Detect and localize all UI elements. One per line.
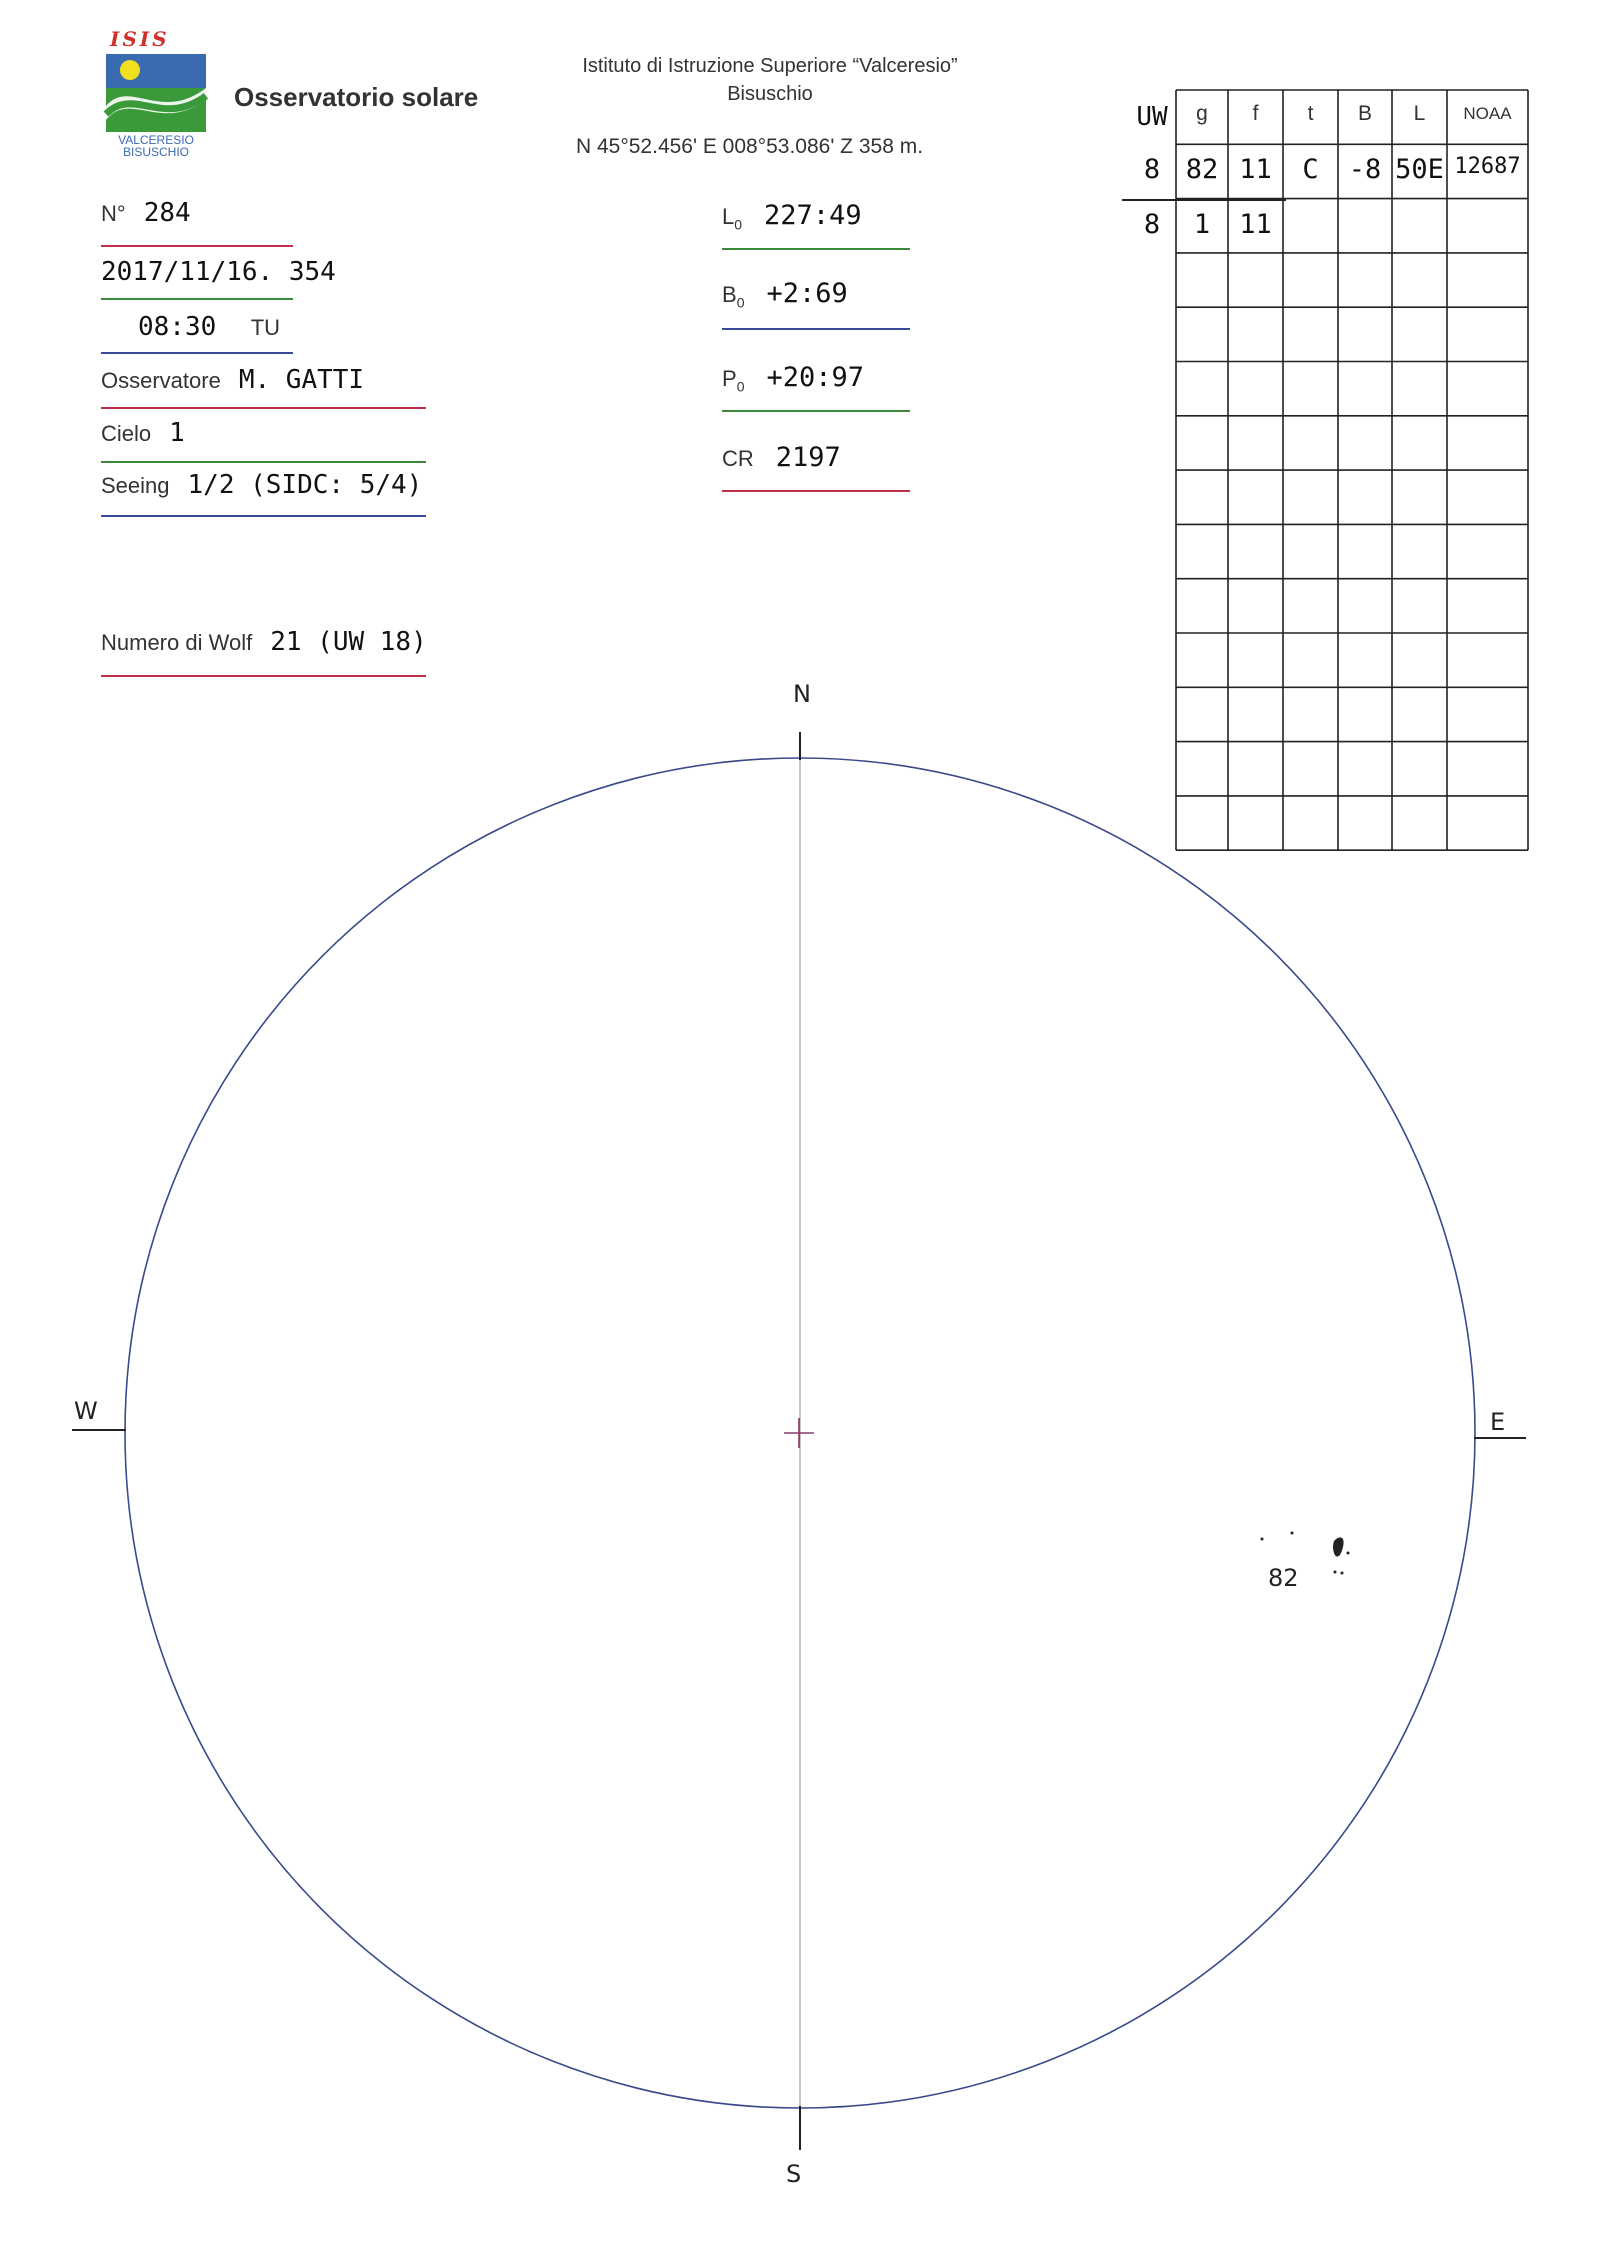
table-header-noaa: NOAA [1463, 104, 1512, 123]
time-unit: TU [250, 315, 281, 340]
sunspot [1261, 1538, 1264, 1541]
table-header-t: t [1307, 102, 1314, 125]
sky-label: Cielo [101, 421, 152, 446]
institute-line-1: Istituto di Istruzione Superiore “Valceresio” [582, 55, 958, 77]
observatory-title: Osservatorio solare [234, 82, 479, 112]
sunspot [1334, 1571, 1337, 1574]
table-header-l: L [1413, 102, 1426, 125]
table-header-f: f [1252, 102, 1259, 125]
table-header-b: B [1357, 102, 1372, 125]
seeing-value: 1/2 (SIDC: 5/4) [187, 470, 423, 500]
seeing-label: Seeing [101, 473, 170, 498]
table-cell-f: 11 [1239, 208, 1272, 240]
p0-letter: P [722, 366, 737, 391]
east-label: E [1490, 1408, 1506, 1436]
sunspot-table-grid [1176, 90, 1528, 850]
table-cell-uw: 8 [1143, 154, 1161, 186]
table-cell-noaa: 12687 [1454, 154, 1521, 180]
sunspot [1291, 1532, 1294, 1535]
table-cell-b: -8 [1348, 154, 1382, 186]
table-header-uw: UW [1136, 102, 1168, 132]
sunspot-group-label: 82 [1268, 1564, 1299, 1592]
table-cell-g: 1 [1193, 208, 1211, 240]
sky-value: 1 [169, 418, 185, 448]
north-label: N [793, 680, 811, 708]
l0-value: 227:49 [764, 200, 862, 231]
carrington-value: 2197 [775, 442, 841, 473]
date-value: 2017/11/16. 354 [101, 257, 336, 287]
table-cell-f: 11 [1239, 154, 1272, 186]
number-value: 284 [143, 198, 191, 228]
table-cell-g: 82 [1185, 154, 1219, 186]
west-label: W [74, 1397, 98, 1425]
carrington-label: CR [722, 446, 754, 471]
sunspot [1347, 1552, 1350, 1555]
table-header-g: g [1196, 102, 1208, 125]
institute-line-2: Bisuschio [727, 83, 813, 105]
b0-letter: B [722, 282, 737, 307]
wolf-number-label: Numero di Wolf [101, 630, 253, 655]
logo-subtitle-1: VALCERESIO [118, 133, 194, 147]
logo-text: ISIS [110, 28, 170, 51]
sunspot [1333, 1537, 1344, 1556]
b0-value: +2:69 [766, 278, 848, 309]
l0-letter: L [722, 204, 735, 229]
site-coordinates: N 45°52.456' E 008°53.086' Z 358 m. [576, 135, 924, 158]
south-label: S [786, 2160, 802, 2188]
table-cell-t: C [1302, 154, 1319, 186]
observer-label: Osservatore [101, 368, 221, 393]
number-label: N° [101, 201, 126, 226]
table-cell-l: 50E [1395, 154, 1444, 186]
p0-subscript: 0 [736, 378, 745, 395]
l0-subscript: 0 [734, 216, 743, 233]
observer-value: M. GATTI [238, 365, 365, 395]
sunspot [1341, 1572, 1344, 1575]
wolf-number-value: 21 (UW 18) [270, 627, 427, 657]
b0-subscript: 0 [736, 294, 745, 311]
table-cell-uw: 8 [1143, 208, 1161, 240]
time-value: 08:30 [138, 312, 217, 342]
logo-subtitle-2: BISUSCHIO [122, 145, 190, 158]
p0-value: +20:97 [766, 362, 865, 393]
